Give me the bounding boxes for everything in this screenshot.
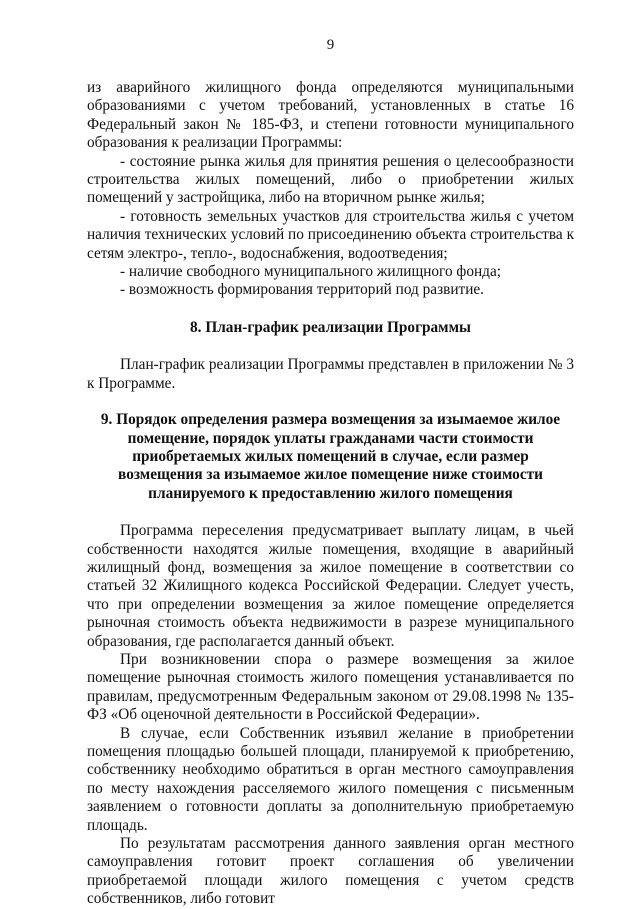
section9-heading: 9. Порядок определения размера возмещения за изымаемое жилое помещение, порядок уплаты гражданами части стоимости приобретаемых жилых помещений в случае, если размер возмещения за изымаемое жилое помещение ниже стоимости планируемого к предоставлению жилого помещения [100, 411, 561, 502]
page-number: 9 [326, 37, 335, 53]
section7-continuation: из аварийного жилищного фонда определяются муниципальными образованиями с учетом требований, установленных в статье 16 Федеральный закон № 185-ФЗ, и степени готовности муниципального образования к реализации Программы: [87, 79, 574, 152]
list-item: - готовность земельных участков для строительства жилья с учетом наличия технических условий по присоединению объекта строительства к сетям электро-, тепло-, водоснабжения, водоотведения; [87, 207, 574, 262]
section8-heading: 8. План-график реализации Программы [190, 318, 471, 336]
section9-paragraph: В случае, если Собственник изъявил желание в приобретении помещения площадью большей площади, планируемой к приобретению, собственнику необходимо обратиться в орган местного самоуправления по месту нахождения расселяемого жилого помещения с письменным заявлением о готовности доплаты за дополнительную приобретаемую площадь. [87, 724, 574, 834]
list-item: - возможность формирования территорий под развитие. [120, 281, 485, 299]
section9-paragraph: Программа переселения предусматривает выплату лицам, в чьей собственности находятся жилые помещения, входящие в аварийный жилищный фонд, возмещения за жилое помещение в соответствии со статьей 32 Жилищного кодекса Российской Федерации. Следует учесть, что при определении возмещения за жилое помещение определяется рыночная стоимость объекта недвижимости в разрезе муниципального образования, где располагается данный объект. [87, 522, 574, 650]
section8-paragraph: План-график реализации Программы представлен в приложении № 3 к Программе. [87, 356, 574, 392]
list-item: - состояние рынка жилья для принятия решения о целесообразности строительства жилых помещений, либо о приобретении жилых помещений у застройщика, либо на вторичном рынке жилья; [87, 152, 574, 207]
section9-paragraph: При возникновении спора о размере возмещения за жилое помещение рыночная стоимость жилого помещения устанавливается по правилам, предусмотренным Федеральным законом от 29.08.1998 № 135-ФЗ «Об оценочной деятельности в Российской Федерации». [87, 650, 574, 724]
section9-paragraph: По результатам рассмотрения данного заявления орган местного самоуправления готовит проект соглашения об увеличении приобретаемой площади жилого помещения с учетом средств собственников, либо готовит [87, 835, 574, 908]
list-item: - наличие свободного муниципального жилищного фонда; [120, 263, 501, 281]
